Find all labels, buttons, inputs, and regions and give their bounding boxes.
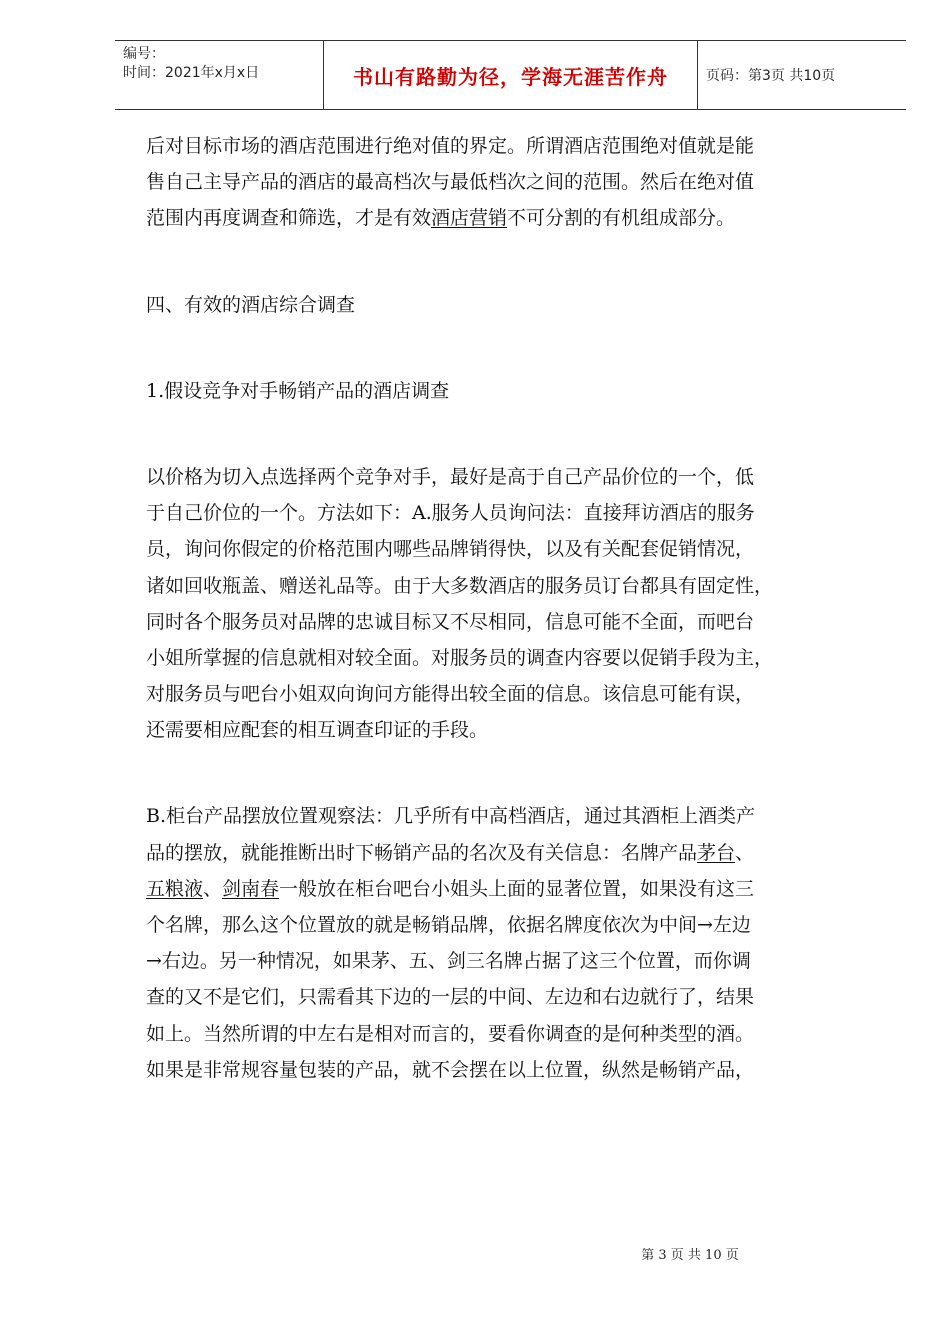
text-line — [146, 943, 862, 979]
paragraph-gap — [146, 748, 862, 798]
text-line — [146, 907, 862, 943]
text-line — [146, 287, 862, 323]
text-line — [146, 373, 862, 409]
text-segment: 查的又不是它们，只需看其下边的一层的中间、左边和右边就行了，结果 — [146, 986, 755, 1009]
text-segment: 如上。当然所谓的中左右是相对而言的，要看你调查的是何种类型的酒。 — [146, 1022, 755, 1045]
underlined-link[interactable]: 茅台 — [697, 841, 736, 864]
text-line — [146, 459, 862, 495]
text-segment: 不可分割的有机组成部分。 — [507, 207, 736, 230]
document-time-label: 时间：2021年x月x日 — [123, 65, 260, 81]
text-line — [146, 871, 862, 907]
text-line — [146, 200, 862, 236]
text-segment: 一般放在柜台吧台小姐头上面的显著位置，如果没有这三 — [279, 877, 755, 900]
document-body — [146, 128, 862, 1088]
text-segment: 诸如回收瓶盖、赠送礼品等。由于大多数酒店的服务员订台都具有固定性， — [146, 574, 774, 597]
header-page-info: 页码：第3页 共10页 — [706, 68, 836, 84]
paragraph — [146, 798, 862, 1088]
text-segment: 、 — [735, 841, 755, 864]
page-header — [115, 40, 906, 110]
text-line — [146, 495, 862, 531]
text-segment: 四、有效的酒店综合调查 — [146, 293, 356, 316]
text-segment: B.柜台产品摆放位置观察法：几乎所有中高档酒店，通过其酒柜上酒类产 — [146, 805, 756, 828]
text-segment: 如果是非常规容量包装的产品，就不会摆在以上位置，纵然是畅销产品， — [146, 1058, 755, 1081]
text-line — [146, 835, 862, 871]
paragraph-gap — [146, 409, 862, 459]
text-segment: 员，询问你假定的价格范围内哪些品牌销得快，以及有关配套促销情况， — [146, 538, 755, 561]
text-line — [146, 979, 862, 1015]
text-line — [146, 1052, 862, 1088]
underlined-link[interactable]: 五粮液 — [146, 877, 204, 900]
text-segment: 1.假设竞争对手畅销产品的酒店调查 — [146, 379, 450, 402]
text-segment: 范围内再度调查和筛选，才是有效 — [146, 207, 432, 230]
text-segment: 于自己价位的一个。方法如下：A.服务人员询问法：直接拜访酒店的服务 — [146, 502, 755, 525]
text-segment: 、 — [203, 877, 223, 900]
header-motto: 书山有路勤为径，学海无涯苦作舟 — [323, 41, 698, 109]
paragraph — [146, 373, 862, 409]
header-meta — [115, 41, 323, 109]
paragraph — [146, 128, 862, 237]
text-line — [146, 164, 862, 200]
text-segment: →右边。另一种情况，如果茅、五、剑三名牌占据了这三个位置，而你调 — [146, 950, 751, 973]
page-footer: 第 3 页 共 10 页 — [641, 1248, 739, 1263]
text-line — [146, 798, 862, 834]
paragraph-gap — [146, 237, 862, 287]
paragraph — [146, 287, 862, 323]
text-segment: 还需要相应配套的相互调查印证的手段。 — [146, 719, 489, 742]
text-segment: 个名牌，那么这个位置放的就是畅销品牌，依据名牌度依次为中间→左边 — [146, 914, 751, 936]
underlined-link[interactable]: 酒店营销 — [431, 207, 508, 230]
text-line — [146, 604, 862, 640]
text-line — [146, 640, 862, 676]
text-segment: 以价格为切入点选择两个竞争对手，最好是高于自己产品价位的一个，低 — [146, 465, 755, 488]
text-line — [146, 1016, 862, 1052]
text-line — [146, 676, 862, 712]
text-line — [146, 128, 862, 164]
text-line — [146, 568, 862, 604]
text-segment: 售自己主导产品的酒店的最高档次与最低档次之间的范围。然后在绝对值 — [146, 171, 755, 194]
text-line — [146, 712, 862, 748]
text-segment: 品的摆放，就能推断出时下畅销产品的名次及有关信息：名牌产品 — [146, 841, 698, 864]
paragraph — [146, 459, 862, 749]
underlined-link[interactable]: 剑南春 — [222, 877, 280, 900]
text-line — [146, 531, 862, 567]
document-number-label: 编号： — [123, 46, 165, 62]
text-segment: 后对目标市场的酒店范围进行绝对值的界定。所谓酒店范围绝对值就是能 — [146, 135, 755, 157]
text-segment: 同时各个服务员对品牌的忠诚目标又不尽相同，信息可能不全面，而吧台 — [146, 610, 755, 633]
text-segment: 小姐所掌握的信息就相对较全面。对服务员的调查内容要以促销手段为主， — [146, 646, 774, 669]
paragraph-gap — [146, 323, 862, 373]
text-segment: 对服务员与吧台小姐双向询问方能得出较全面的信息。该信息可能有误， — [146, 683, 755, 706]
